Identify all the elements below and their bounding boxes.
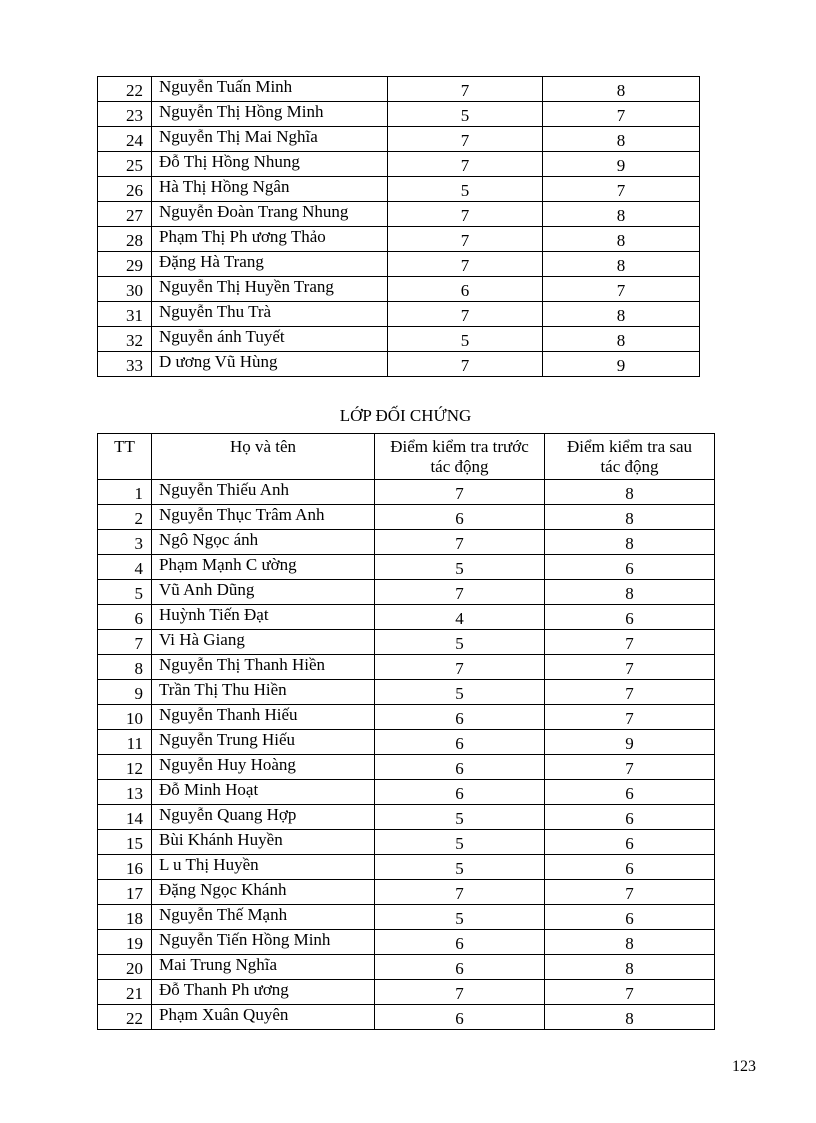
row-number: 25 (98, 152, 152, 177)
table-row (98, 302, 700, 327)
student-name: Ngô Ngọc ánh (152, 530, 375, 555)
score-before: 7 (388, 77, 543, 102)
row-number: 28 (98, 227, 152, 252)
row-number: 10 (98, 705, 152, 730)
student-name: Hà Thị Hồng Ngân (152, 177, 388, 202)
top-table-body (98, 77, 700, 377)
header-before-line1: Điểm kiểm tra trước (390, 437, 529, 456)
section-title: LỚP ĐỐI CHỨNG (339, 406, 472, 425)
table-row (98, 152, 700, 177)
score-after: 7 (543, 177, 700, 202)
score-after: 8 (543, 252, 700, 277)
score-before: 6 (388, 277, 543, 302)
student-name: Đặng Ngọc Khánh (152, 880, 375, 905)
row-number: 33 (98, 352, 152, 377)
table-row (98, 755, 715, 780)
row-number: 2 (98, 505, 152, 530)
row-number: 21 (98, 980, 152, 1005)
score-before: 5 (375, 830, 545, 855)
student-name: Nguyễn Tiến Hồng Minh (152, 930, 375, 955)
row-number: 5 (98, 580, 152, 605)
table-row (98, 680, 715, 705)
score-after: 7 (545, 680, 715, 705)
row-number: 27 (98, 202, 152, 227)
row-number: 9 (98, 680, 152, 705)
score-before: 5 (375, 855, 545, 880)
student-name: Đỗ Thị Hồng Nhung (152, 152, 388, 177)
score-after: 6 (545, 905, 715, 930)
score-before: 7 (388, 302, 543, 327)
table-row (98, 730, 715, 755)
header-before-line2: tác động (430, 457, 489, 476)
table-row (98, 855, 715, 880)
row-number: 12 (98, 755, 152, 780)
score-before: 5 (375, 680, 545, 705)
score-after: 8 (543, 127, 700, 152)
score-after: 8 (543, 302, 700, 327)
table-row (98, 102, 700, 127)
table-row (98, 605, 715, 630)
student-name: Đỗ Thanh Ph ương (152, 980, 375, 1005)
score-before: 5 (375, 905, 545, 930)
row-number: 22 (98, 77, 152, 102)
score-before: 7 (388, 352, 543, 377)
row-number: 6 (98, 605, 152, 630)
table-row (98, 277, 700, 302)
student-name: Nguyễn Thị Hồng Minh (152, 102, 388, 127)
header-before (375, 434, 545, 480)
student-name: Phạm Thị Ph ương Thảo (152, 227, 388, 252)
table-row (98, 480, 715, 505)
page-number: 123 (732, 1058, 756, 1075)
table-row (98, 955, 715, 980)
control-class-table (97, 433, 715, 1030)
table-row (98, 705, 715, 730)
header-name: Họ và tên (152, 434, 375, 480)
row-number: 18 (98, 905, 152, 930)
score-after: 8 (543, 327, 700, 352)
student-name: Vi Hà Giang (152, 630, 375, 655)
score-after: 6 (545, 555, 715, 580)
score-before: 5 (375, 630, 545, 655)
row-number: 1 (98, 480, 152, 505)
table-row (98, 905, 715, 930)
table-row (98, 880, 715, 905)
row-number: 17 (98, 880, 152, 905)
row-number: 31 (98, 302, 152, 327)
row-number: 4 (98, 555, 152, 580)
table-row (98, 930, 715, 955)
student-name: Đặng Hà Trang (152, 252, 388, 277)
table-row (98, 505, 715, 530)
student-name: Nguyễn Thu Trà (152, 302, 388, 327)
student-name: Phạm Mạnh C ường (152, 555, 375, 580)
row-number: 20 (98, 955, 152, 980)
student-name: Đỗ Minh Hoạt (152, 780, 375, 805)
table-row (98, 227, 700, 252)
score-after: 6 (545, 855, 715, 880)
table-row (98, 580, 715, 605)
row-number: 14 (98, 805, 152, 830)
student-name: Huỳnh Tiến Đạt (152, 605, 375, 630)
student-name: Bùi Khánh Huyền (152, 830, 375, 855)
bottom-table-body (98, 480, 715, 1030)
score-after: 8 (545, 1005, 715, 1030)
table-row (98, 630, 715, 655)
score-after: 9 (543, 152, 700, 177)
score-before: 5 (375, 805, 545, 830)
row-number: 19 (98, 930, 152, 955)
table-row (98, 830, 715, 855)
score-before: 5 (388, 102, 543, 127)
student-name: Nguyễn Thục Trâm Anh (152, 505, 375, 530)
score-before: 4 (375, 605, 545, 630)
score-before: 6 (375, 955, 545, 980)
student-name: Nguyễn Thị Huyền Trang (152, 277, 388, 302)
score-after: 8 (543, 77, 700, 102)
table-row (98, 780, 715, 805)
table-row (98, 805, 715, 830)
student-name: D ương Vũ Hùng (152, 352, 388, 377)
row-number: 8 (98, 655, 152, 680)
header-after-line2: tác động (600, 457, 659, 476)
table-row (98, 352, 700, 377)
row-number: 16 (98, 855, 152, 880)
table-row (98, 1005, 715, 1030)
score-after: 8 (545, 505, 715, 530)
row-number: 24 (98, 127, 152, 152)
score-before: 5 (388, 177, 543, 202)
table-row (98, 177, 700, 202)
row-number: 23 (98, 102, 152, 127)
table-row (98, 252, 700, 277)
score-before: 6 (375, 755, 545, 780)
table-row (98, 555, 715, 580)
student-name: Nguyễn Thanh Hiếu (152, 705, 375, 730)
score-after: 6 (545, 805, 715, 830)
student-name: Nguyễn Quang Hợp (152, 805, 375, 830)
student-name: Nguyễn Tuấn Minh (152, 77, 388, 102)
score-after: 7 (545, 755, 715, 780)
student-name: Nguyễn Đoàn Trang Nhung (152, 202, 388, 227)
score-after: 8 (545, 955, 715, 980)
table-row (98, 980, 715, 1005)
score-before: 6 (375, 705, 545, 730)
student-name: Nguyễn Thị Thanh Hiền (152, 655, 375, 680)
score-before: 7 (388, 152, 543, 177)
row-number: 30 (98, 277, 152, 302)
score-after: 9 (543, 352, 700, 377)
score-before: 6 (375, 1005, 545, 1030)
score-after: 7 (545, 655, 715, 680)
student-name: Mai Trung Nghĩa (152, 955, 375, 980)
table-row (98, 202, 700, 227)
score-before: 6 (375, 780, 545, 805)
score-after: 7 (545, 880, 715, 905)
score-before: 7 (388, 127, 543, 152)
student-name: Trần Thị Thu Hiền (152, 680, 375, 705)
table-row (98, 530, 715, 555)
student-name: Nguyễn ánh Tuyết (152, 327, 388, 352)
score-after: 6 (545, 780, 715, 805)
score-before: 7 (375, 980, 545, 1005)
score-before: 7 (375, 580, 545, 605)
header-after-line1: Điểm kiểm tra sau (566, 437, 693, 456)
student-name: L u Thị Huyền (152, 855, 375, 880)
student-name: Nguyễn Thế Mạnh (152, 905, 375, 930)
student-name: Nguyễn Huy Hoàng (152, 755, 375, 780)
student-name: Phạm Xuân Quyên (152, 1005, 375, 1030)
row-number: 3 (98, 530, 152, 555)
score-after: 8 (545, 530, 715, 555)
score-after: 8 (543, 202, 700, 227)
row-number: 13 (98, 780, 152, 805)
row-number: 7 (98, 630, 152, 655)
row-number: 15 (98, 830, 152, 855)
student-name: Nguyễn Trung Hiếu (152, 730, 375, 755)
score-before: 6 (375, 730, 545, 755)
score-after: 7 (545, 705, 715, 730)
score-after: 8 (545, 580, 715, 605)
score-after: 7 (543, 277, 700, 302)
experimental-class-table-continued (97, 76, 700, 377)
student-name: Nguyễn Thị Mai Nghĩa (152, 127, 388, 152)
score-before: 6 (375, 930, 545, 955)
score-before: 5 (388, 327, 543, 352)
table-header-row (98, 434, 715, 480)
score-before: 7 (375, 655, 545, 680)
score-before: 7 (375, 480, 545, 505)
header-tt: TT (98, 434, 152, 480)
row-number: 26 (98, 177, 152, 202)
score-after: 8 (545, 930, 715, 955)
score-before: 7 (388, 202, 543, 227)
table-row (98, 127, 700, 152)
row-number: 32 (98, 327, 152, 352)
table-row (98, 327, 700, 352)
score-after: 9 (545, 730, 715, 755)
row-number: 22 (98, 1005, 152, 1030)
score-after: 8 (543, 227, 700, 252)
score-before: 7 (388, 227, 543, 252)
score-after: 6 (545, 830, 715, 855)
score-after: 7 (545, 630, 715, 655)
score-before: 5 (375, 555, 545, 580)
score-before: 7 (375, 530, 545, 555)
score-before: 7 (375, 880, 545, 905)
row-number: 29 (98, 252, 152, 277)
row-number: 11 (98, 730, 152, 755)
score-after: 7 (543, 102, 700, 127)
student-name: Vũ Anh Dũng (152, 580, 375, 605)
score-before: 7 (388, 252, 543, 277)
score-after: 6 (545, 605, 715, 630)
table-row (98, 77, 700, 102)
table-row (98, 655, 715, 680)
score-after: 8 (545, 480, 715, 505)
header-after (545, 434, 715, 480)
student-name: Nguyễn Thiếu Anh (152, 480, 375, 505)
score-before: 6 (375, 505, 545, 530)
score-after: 7 (545, 980, 715, 1005)
